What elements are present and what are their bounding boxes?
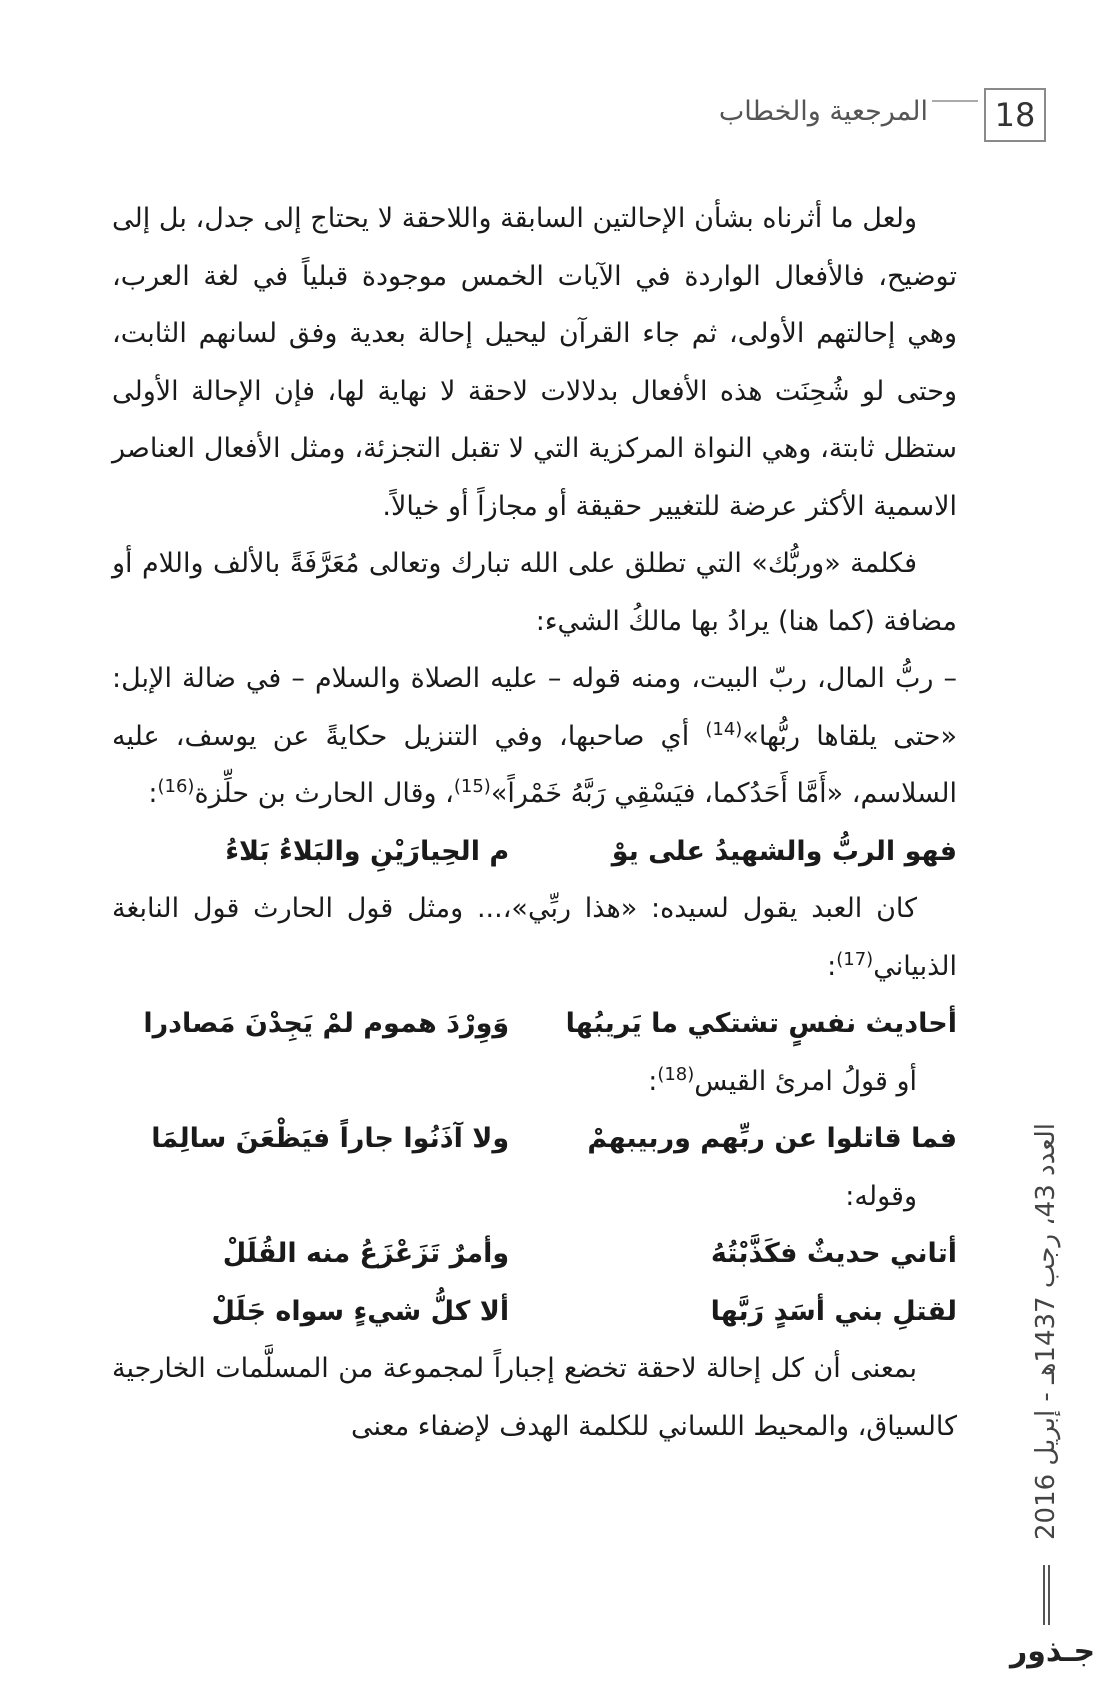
paragraph-3-text-c: ، وقال الحارث بن حلِّزة	[194, 778, 454, 809]
verse-1-second-hemistich: م الحِيارَيْنِ والبَلاءُ بَلاءُ	[225, 835, 510, 867]
verse-3-second-hemistich: ولا آذَنُوا جاراً فيَظْعَنَ سالِمَا	[151, 1123, 510, 1154]
paragraph-5-colon: :	[648, 1065, 658, 1097]
paragraph-4-text: كان العبد يقول لسيده: «هذا ربِّي»،... ومثل قول الحارث قول النابغة الذبياني	[112, 893, 957, 982]
footnote-ref-17[interactable]: (17)	[836, 948, 874, 970]
sidebar-rule	[1043, 1565, 1045, 1625]
verse-line-2	[112, 995, 957, 1053]
paragraph-5-text: أو قولُ امرئ القيس	[694, 1065, 917, 1097]
paragraph-3-text-a: – ربُّ المال، ربّ البيت، ومنه قوله – عليه الصلاة والسلام – في ضالة الإبل: «حتى يلقاها ربُّها»	[112, 663, 957, 752]
sidebar-rule-2	[1048, 1565, 1050, 1625]
paragraph-5	[112, 1053, 957, 1111]
article-body	[112, 190, 957, 1455]
verse-line-1	[112, 823, 957, 881]
footnote-ref-18[interactable]: (18)	[657, 1063, 695, 1085]
paragraph-3	[112, 650, 957, 823]
journal-logo: جـذور	[1010, 1634, 1096, 1669]
running-title: المرجعية والخطاب	[718, 96, 928, 127]
paragraph-2: فكلمة «وربُّك» التي تطلق على الله تبارك وتعالى مُعَرَّفَةً بالألف واللام أو مضافة (كما هنا) يرادُ بها مالكُ الشيء:	[112, 548, 957, 637]
verse-5-first-hemistich: لقتلِ بني أسَدٍ رَبَّها	[710, 1295, 957, 1327]
issue-info: العدد 43، رجب 1437هـ - إبريل 2016	[1031, 1123, 1061, 1540]
verse-4-second-hemistich: وأمرٌ تَزَعْزَعُ منه القُلَلْ	[222, 1238, 510, 1269]
footnote-ref-15[interactable]: (15)	[453, 776, 491, 797]
paragraph-4-colon: :	[827, 950, 837, 982]
verse-line-5	[112, 1283, 957, 1341]
footnote-ref-16[interactable]: (16)	[157, 776, 195, 797]
paragraph-7: بمعنى أن كل إحالة لاحقة تخضع إجباراً لمجموعة من المسلَّمات الخارجية كالسياق، والمحيط اللساني للكلمة الهدف لإضفاء معنى	[112, 1353, 957, 1442]
verse-line-3	[112, 1110, 957, 1168]
verse-line-4	[112, 1225, 957, 1283]
paragraph-6: وقوله:	[845, 1180, 917, 1212]
paragraph-3-text-b: أي صاحبها، وفي التنزيل حكايةً عن يوسف، عليه السلاسم، «أَمَّا أَحَدُكما، فيَسْقِي رَبَّهُ خَمْراً»	[112, 720, 957, 809]
verse-2-second-hemistich: وَوِرْدَ هموم لمْ يَجِدْنَ مَصادرا	[143, 1008, 510, 1039]
footnote-ref-14[interactable]: (14)	[705, 718, 743, 740]
paragraph-1: ولعل ما أثرناه بشأن الإحالتين السابقة واللاحقة لا يحتاج إلى جدل، بل إلى توضيح، فالأفعال الواردة في الآيات الخمس موجودة قبلياً في لغة العرب، وهي إحالتهم الأولى، ثم جاء القرآن ليحيل إحالة بعدية وفق لسانهم الثابت، وحتى لو شُحِنَت هذه الأفعال بدلالات لاحقة لا نهاية لها، فإن الإحالة الأولى ستظل ثابتة، وهي النواة المركزية التي لا تقبل التجزئة، ومثل الأفعال العناصر الاسمية الأكثر عرضة للتغيير حقيقة أو مجازاً أو خيالاً.	[112, 203, 957, 522]
header-rule	[932, 100, 978, 102]
paragraph-3-text-d: :	[148, 778, 158, 809]
paragraph-4	[112, 880, 957, 995]
verse-1-first-hemistich: فهو الربُّ والشهيدُ على يوْ	[611, 835, 957, 867]
verse-4-first-hemistich: أتاني حديثٌ فكَذَّبْتُهُ	[710, 1238, 957, 1269]
verse-3-first-hemistich: فما قاتلوا عن ربِّهم وربيبهمْ	[587, 1123, 957, 1154]
verse-2-first-hemistich: أحاديث نفسٍ تشتكي ما يَريبُها	[565, 1008, 957, 1039]
verse-5-second-hemistich: ألا كلُّ شيءٍ سواه جَلَلْ	[211, 1295, 510, 1327]
page-number: 18	[984, 88, 1046, 142]
